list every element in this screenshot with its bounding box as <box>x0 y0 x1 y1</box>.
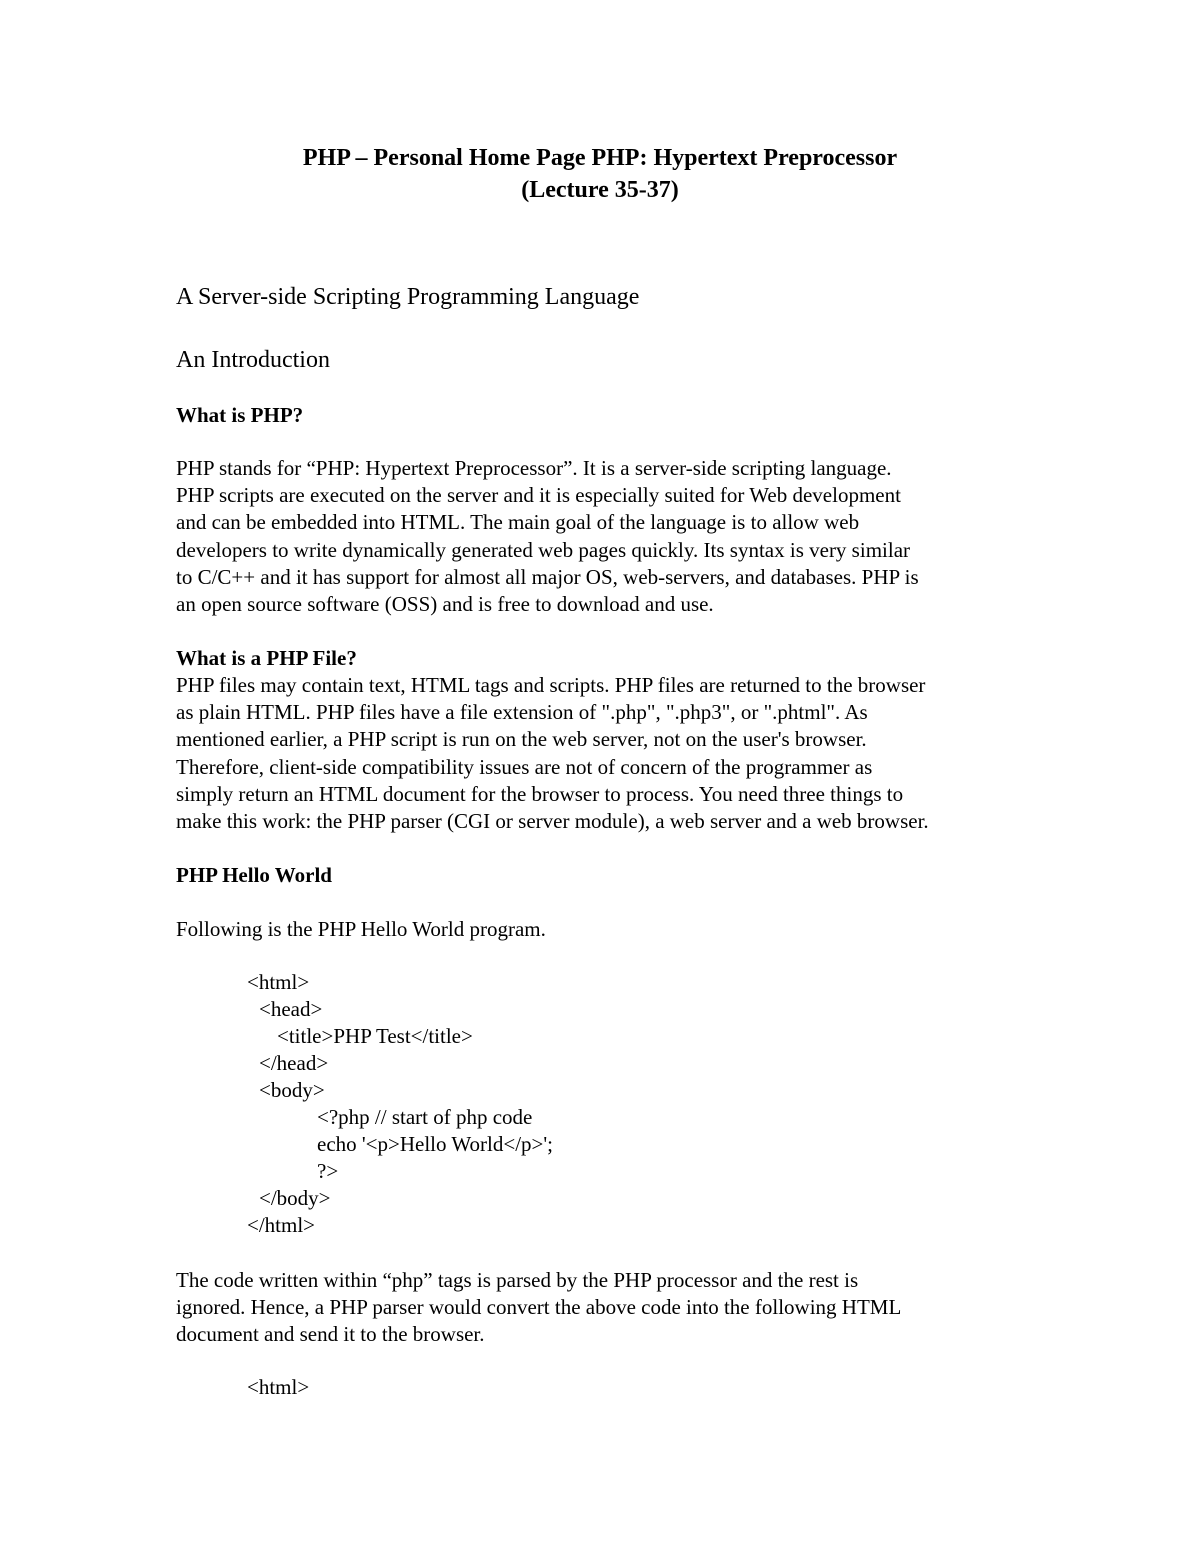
code-line: ?> <box>317 1159 339 1183</box>
paragraph-line: make this work: the PHP parser (CGI or server module), a web server and a web browser. <box>176 809 929 834</box>
section-heading-php-file: What is a PHP File? <box>176 646 357 670</box>
intro-heading: An Introduction <box>176 347 330 373</box>
document-title <box>0 142 1200 206</box>
paragraph-line: document and send it to the browser. <box>176 1322 485 1347</box>
paragraph-parser-explanation <box>176 1267 1036 1349</box>
paragraph-line: an open source software (OSS) and is free to download and use. <box>176 592 714 617</box>
paragraph-line: PHP stands for “PHP: Hypertext Preprocessor”. It is a server-side scripting language. <box>176 456 892 480</box>
code-line: <title>PHP Test</title> <box>277 1024 473 1048</box>
paragraph-line: simply return an HTML document for the browser to process. You need three things to <box>176 781 904 806</box>
title-line-1: PHP – Personal Home Page PHP: Hypertext Preprocessor <box>302 145 898 171</box>
code-line: <html> <box>247 970 310 994</box>
paragraph-line: Therefore, client-side compatibility issues are not of concern of the programmer as <box>176 754 873 779</box>
section-heading-what-is-php: What is PHP? <box>176 403 304 427</box>
paragraph-line: PHP files may contain text, HTML tags and scripts. PHP files are returned to the browser <box>176 673 926 697</box>
subtitle-heading: A Server-side Scripting Programming Language <box>176 284 640 310</box>
code-line: <?php // start of php code <box>317 1105 533 1129</box>
paragraph-line: The code written within “php” tags is parsed by the PHP processor and the rest is <box>176 1268 859 1292</box>
code-line: </html> <box>247 1213 316 1237</box>
paragraph-line: mentioned earlier, a PHP script is run on the web server, not on the user's browser. <box>176 727 867 752</box>
paragraph-line: ignored. Hence, a PHP parser would convert the above code into the following HTML <box>176 1295 902 1320</box>
code-line: <head> <box>259 997 323 1021</box>
paragraph-hello-intro <box>176 916 1036 943</box>
paragraph-line: as plain HTML. PHP files have a file extension of ".php", ".php3", or ".phtml". As <box>176 700 868 725</box>
code-line: </head> <box>259 1051 329 1075</box>
paragraph-php-file <box>176 672 1036 835</box>
section-heading-hello-world: PHP Hello World <box>176 863 332 887</box>
code-line: <body> <box>259 1078 325 1102</box>
code-line: <html> <box>247 1375 310 1399</box>
title-line-2: (Lecture 35-37) <box>521 177 679 203</box>
code-line: </body> <box>259 1186 331 1210</box>
paragraph-line: PHP scripts are executed on the server and it is especially suited for Web development <box>176 483 901 508</box>
paragraph-what-is-php <box>176 455 1036 618</box>
paragraph-line: to C/C++ and it has support for almost all major OS, web-servers, and databases. PHP is <box>176 564 919 589</box>
paragraph-line: Following is the PHP Hello World program. <box>176 917 546 941</box>
paragraph-line: developers to write dynamically generated web pages quickly. Its syntax is very similar <box>176 537 911 562</box>
code-line: echo '<p>Hello World</p>'; <box>317 1132 553 1156</box>
paragraph-line: and can be embedded into HTML. The main goal of the language is to allow web <box>176 510 860 535</box>
